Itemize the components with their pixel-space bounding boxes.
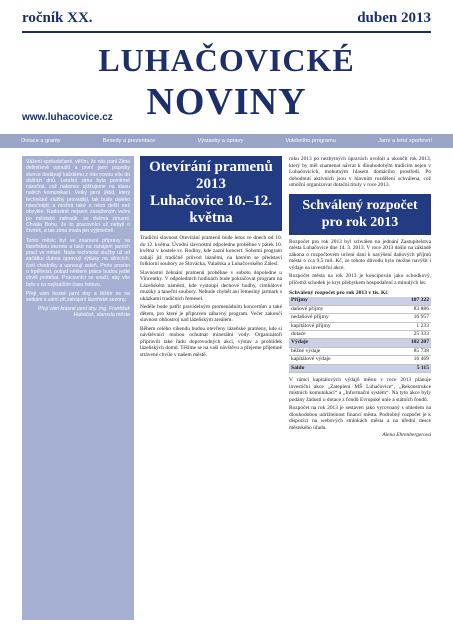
nav-item-vystavby[interactable]: Výstavby a úpravy	[197, 138, 244, 144]
article-rozpocet	[289, 156, 431, 438]
budget-row-label: běžné výdaje	[291, 347, 321, 354]
article-paragraph: Rozpočet na rok 2013 je sestaven jako vyrovnaný s ohledem na dlouhodobou udržitelnost financí města. Podrobný rozpočet je k dispozici na webových stránkách města a na úřední desce městského úřadu.	[289, 405, 431, 431]
budget-row-value: 85 738	[413, 347, 429, 354]
nav-item-dotace[interactable]: Dotace a granty	[21, 138, 61, 144]
budget-table-row	[289, 331, 431, 339]
budget-table-row	[289, 323, 431, 331]
headline-line-1: Otevírání pramenů 2013	[149, 159, 273, 192]
budget-row-value: 25 333	[413, 331, 429, 338]
budget-row-label: Saldo	[291, 364, 305, 371]
article-headline	[289, 194, 431, 235]
article-author: Alena Ehrenbergerová	[382, 432, 431, 439]
budget-row-value: 102 207	[410, 339, 429, 346]
budget-table-row	[289, 365, 431, 373]
budget-row-value: 1 233	[416, 322, 429, 329]
masthead	[0, 0, 453, 150]
budget-table-row	[289, 314, 431, 322]
budget-row-label: daňové příjmy	[291, 305, 324, 312]
article-paragraph: Rozpočet pro rok 2013 byl schválen na jednání Zastupitelstva města Luhačovice dne 14. 3. 2013. V roce 2013 došlo na základě zákona o rozpočtovém určení daní k navýšení daňových příjmů města o cca 9,5 mil. Kč, ze tohoto důvodu bylo možné navýšit i výdaje na investiční akce.	[289, 238, 431, 271]
article-paragraph: Během celého víkendu budou otevřeny lázeňské prameny, kde si návštěvníci mohou ochutnat minerální vody. Organizátoři připravili také řadu doprovodných akcí, výstav a prohlídek lázeňských domů. Těšíme se na vaši návštěvu a přejeme příjemně strávené chvíle v našem městě.	[140, 325, 282, 358]
budget-row-value: 16 957	[413, 314, 429, 321]
nav-item-sport[interactable]: Jarní a letní sportovní	[378, 138, 432, 144]
headline-line-2: Luhačovice 10.–12. května	[149, 193, 273, 226]
article-paragraph: Slavnostní žehnání pramenů proběhne v sobotu dopoledne u Vincentky. V odpoledních hodinách bude pokračovat program na Lázeňském náměstí, kde vystoupí dechové hudby, cimbálové muziky a taneční soubory. Nebude chybět ani řemeslný jarmark s ukázkami tradičních řemesel.	[140, 269, 282, 302]
article-paragraph: Neděle bude patřit pravidelným promenádním koncertům a také dětem, pro které je připraven zábavný program. Večer zakončí slavnost ohňostroj nad lázeňským areálem.	[140, 304, 282, 323]
header-rule	[22, 31, 431, 33]
issue-number: ročník XX.	[22, 10, 93, 26]
budget-table-row	[289, 306, 431, 314]
title-line-1: LUHAČOVICKÉ	[98, 42, 355, 78]
editorial-sidebar	[22, 156, 134, 620]
budget-row-label: nedaňové příjmy	[291, 314, 329, 321]
budget-table-row	[289, 348, 431, 356]
website-link[interactable]: www.luhacovice.cz	[22, 112, 113, 123]
article-headline	[140, 156, 282, 231]
article-intro: roku 2013 po nezbytných úpravách uvolnit a ukončit rok 2013, který by měl znamenat návrat k dlouhodobým tradicím nejen v Luhačovicích, mohutným hlasem domácího prostředí. Po dohodnutí aktivních jsou v hlavním rozdělení schválena, což umožní organizovat dotační tituly v roce 2013.	[289, 156, 431, 188]
budget-table-row	[289, 297, 431, 305]
budget-row-label: kapitálové příjmy	[291, 322, 331, 329]
budget-table-row	[289, 339, 431, 347]
section-nav	[0, 134, 453, 148]
budget-row-label: dotace	[291, 331, 306, 338]
article-paragraph: Rozpočet města na rok 2013 je koncipován jako schodkový, přičemž schodek je kryt přebytkem hospodaření z minulých let.	[289, 273, 431, 286]
budget-row-value: 107 322	[410, 297, 429, 304]
nav-item-volebni[interactable]: Volebního programu	[285, 138, 336, 144]
budget-row-label: kapitálové výdaje	[291, 356, 331, 363]
sidebar-signature: Přeji vám krásné jarní dny. Ing. František Hubáček, starosta města	[37, 305, 130, 318]
budget-row-label: Příjmy	[291, 297, 308, 304]
article-otevirani-pramenu	[140, 156, 282, 358]
sidebar-paragraph: Přeji vám hezké jarní dny a těším se na setkání s vámi při zahájení lázeňské sezony.	[26, 290, 130, 304]
budget-table	[289, 290, 431, 373]
nav-item-besedy[interactable]: Besedy a prezentace	[102, 138, 156, 144]
article-paragraph: V rámci kapitálových výdajů město v roce 2013 plánuje investiční akce „Zateplení MŠ Luhačovice“, „Rekonstrukce místních komunikací“ a „Informační systém“. Na tyto akce byly podány žádosti o dotace z fondů Evropské unie a státních fondů.	[289, 377, 431, 403]
issue-date: duben 2013	[357, 10, 431, 26]
article-paragraph: Tradiční slavnost Otevírání pramenů bude letos ve dnech od 10. do 12. května. Úvodní slavnostní odpoledne proběhne v pátek 10. května v kostele sv. Rodiny, kde zazní koncert. Sobotní program zahájí již tradičně průvod lázněmi, na kterém se představí folklorní soubory ze Slovácka, Valašska a Luhačovského Zálesí.	[140, 235, 282, 267]
budget-row-label: Výdaje	[291, 339, 309, 346]
headline-title: Schválený rozpočet pro rok 2013	[302, 197, 418, 230]
budget-row-value: 5 115	[416, 364, 429, 371]
budget-table-row	[289, 356, 431, 364]
title-line-2: NOVINY	[146, 81, 307, 123]
budget-row-value: 83 886	[413, 305, 429, 312]
budget-row-value: 16 469	[413, 356, 429, 363]
sidebar-paragraph: Tento měsíc byl ve znamení přípravy na lázeňskou sezonu a také na zahájení jarních prací ve městě. Naše technické služby už od začátku dubna opravují výtluky na silnicích, čistí chodníky a upravují zeleň. Proto prosím o trpělivost, pokud některé práce budou ještě chvíli probíhat. Pracovníci se snaží, aby vše bylo v co nejkratším čase hotovo.	[26, 237, 130, 288]
sidebar-paragraph: Vážení spoluobčané, věřím, že nás paní Zima definitivně opouští a první jarní paprsky slunce dodávají každému z nás novou sílu do dalších dnů. Letošní zima byla poměrně náročná, což nakonec zjišťujeme na stavu našich komunikací. Velký jarní úklid, který technické služby provádějí, tak bude daleko náročnější a možná také o něco delší než obvykle. Radostně nejsem zasaženým velmi po městské zahradě, se dvěma zimami. Chvála Bohu, že to pracovníci už nebyli o čtvrtek, a tak zima trvala jen výjimečně.	[26, 159, 130, 235]
budget-table-title: Schválený rozpočet pro rok 2013 v tis. Kč	[289, 290, 388, 296]
